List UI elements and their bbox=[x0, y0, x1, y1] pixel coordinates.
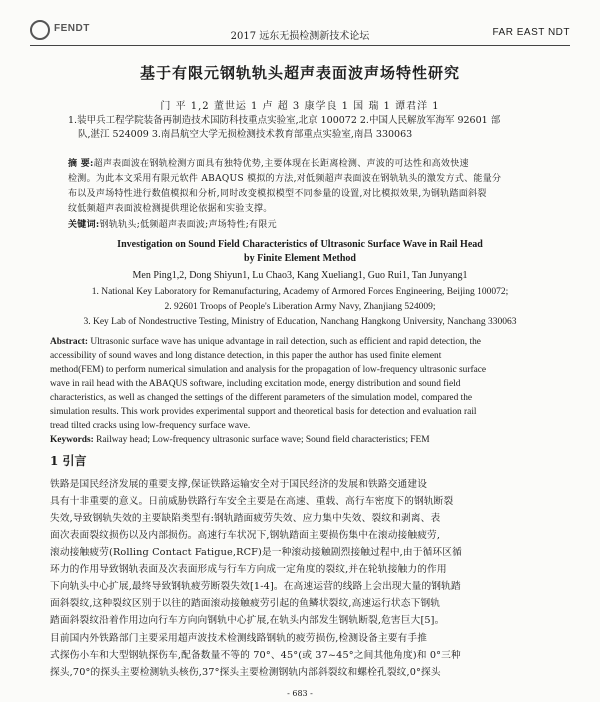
header-right-text: FAR EAST NDT bbox=[492, 27, 570, 38]
keywords-zh-label: 关键词: bbox=[68, 220, 100, 230]
authors-en: Men Ping1,2, Dong Shiyun1, Lu Chao3, Kang Xueliang1, Guo Rui1, Tan Junyang1 bbox=[132, 270, 468, 281]
body-line: 失效,导致钢轨失效的主要缺陷类型有:钢轨踏面疲劳失效、应力集中失效、裂纹和剥离、表 bbox=[50, 513, 441, 524]
body-line: 面斜裂纹,这种裂纹区别于以往的踏面滚动接触疲劳引起的鱼鳞状裂纹,高速运行状态下钢轨 bbox=[50, 598, 441, 609]
abstract-zh-label: 摘 要: bbox=[68, 159, 94, 169]
affiliation-zh-line: 1.装甲兵工程学院装备再制造技术国防科技重点实验室,北京 100072 2.中国人民解放军海军 92601 部 bbox=[68, 115, 501, 126]
abstract-zh-line: 布以及声场特性进行数值模拟和分析,同时改变模拟模型不同参量的设置,对比模拟效果,为钢轨踏面斜裂 bbox=[68, 189, 487, 199]
keywords-en-label: Keywords: bbox=[50, 435, 94, 445]
page-number: - 683 - bbox=[287, 689, 313, 698]
abstract-en-label: Abstract: bbox=[50, 337, 89, 347]
body-line: 铁路是国民经济发展的重要支撑,保证铁路运输安全对于国民经济的发展和铁路交通建设 bbox=[50, 479, 428, 490]
abstract-en-line: characteristics, as well as changed the settings of the different parameters of the simulation model, compared the bbox=[50, 393, 473, 403]
body-line: 目前国内外铁路部门主要采用超声波技术检测线路钢轨的疲劳损伤,检测设备主要有手推 bbox=[50, 633, 428, 644]
keywords-zh: 关键词:钢轨轨头;低频超声表面波;声场特性;有限元 bbox=[68, 220, 277, 230]
affiliation-en-line: 1. National Key Laboratory for Remanufacturing, Academy of Armored Forces Engineering, Beijing 100072; bbox=[91, 287, 509, 297]
body-line: 环力的作用导致钢轨表面及次表面形成与行车方向成一定角度的裂纹,并在轮轨接触力的作用 bbox=[50, 564, 447, 575]
abstract-en-line: tread tilted cracks using low-frequency surface wave. bbox=[50, 421, 251, 431]
body-line: 滚动接触疲劳(Rolling Contact Fatigue,RCF)是一种滚动接触剧烈接触过程中,由于循环区循 bbox=[50, 547, 462, 558]
affiliation-zh-line: 队,湛江 524009 3.南昌航空大学无损检测技术教育部重点实验室,南昌 330063 bbox=[78, 129, 413, 140]
abstract-en-line: method(FEM) to perform numerical simulation and analysis for the propagation of low-frequency ultrasonic surface bbox=[50, 365, 487, 375]
body-line: 式探伤小车和大型钢轨探伤车,配备数量不等的 70°、45°(或 37~45°之间其他角度)和 0°三种 bbox=[50, 650, 461, 661]
body-line: 踏面斜裂纹沿着作用边向行车方向向钢轨中心扩展,在轨头内部发生钢轨断裂,危害巨大[5]。 bbox=[50, 615, 445, 626]
title-zh: 基于有限元钢轨轨头超声表面波声场特性研究 bbox=[139, 64, 460, 82]
abstract-zh-line: 检测。为此本文采用有限元软件 ABAQUS 模拟的方法,对低频超声表面波在钢轨轨头的激发方式、能量分 bbox=[68, 174, 502, 184]
authors-zh: 门 平 1,2 董世运 1 卢 超 3 康学良 1 国 瑞 1 谭君洋 1 bbox=[160, 101, 440, 112]
body-line: 具有十非重要的意义。日前威胁铁路行车安全主要是在高速、重载、高行车密度下的钢轨断裂 bbox=[50, 496, 454, 507]
affiliation-en-line: 2. 92601 Troops of People's Liberation Army Navy, Zhanjiang 524009; bbox=[164, 302, 436, 312]
affiliation-en-line: 3. Key Lab of Nondestructive Testing, Ministry of Education, Nanchang Hangkong University, Nanchang 330063 bbox=[83, 317, 517, 327]
keywords-en: Keywords: Railway head; Low-frequency ultrasonic surface wave; Sound field characteristics; FEM bbox=[50, 435, 430, 445]
abstract-zh-line: 摘 要:超声表面波在钢轨检测方面具有独特优势,主要体现在长距离检测、声波的可达性和高效快速 bbox=[68, 159, 469, 169]
abstract-en-line: Abstract: Ultrasonic surface wave has unique advantage in rail detection, such as efficient and rapid detection, the bbox=[50, 337, 481, 347]
logo-text: FENDT bbox=[54, 23, 90, 34]
section-heading: 1 引言 bbox=[50, 454, 87, 468]
title-en-line: by Finite Element Method bbox=[244, 253, 356, 264]
body-line: 下向轨头中心扩展,最终导致钢轨疲劳断裂失效[1-4]。在高速运营的线路上会出现大量的钢轨踏 bbox=[50, 581, 461, 592]
title-en-line: Investigation on Sound Field Characteristics of Ultrasonic Surface Wave in Rail Head bbox=[117, 239, 483, 250]
abstract-en-line: wave in rail head with the ABAQUS software, including excitation mode, energy distribution and sound field bbox=[50, 379, 461, 389]
header-conference-name: 2017 远东无损检测新技术论坛 bbox=[230, 31, 370, 42]
abstract-en-line: accessibility of sound waves and long distance detection, in this paper the author has used finite element bbox=[50, 351, 442, 361]
page-header bbox=[30, 18, 570, 46]
abstract-zh-line: 纹低频超声表面波检测提供理论依据和实验支撑。 bbox=[68, 204, 273, 214]
abstract-en-line: simulation results. This work provides experimental support and theoretical basis for detection and evaluation rail bbox=[50, 407, 477, 417]
body-line: 面次表面裂纹损伤以及内部损伤。高速行车状况下,钢轨踏面主要损伤集中在滚动接触疲劳, bbox=[50, 530, 441, 541]
body-line: 探头,70°的探头主要检测轨头核伤,37°探头主要检测钢轨内部斜裂纹和螺栓孔裂纹,0°探头 bbox=[50, 667, 441, 678]
